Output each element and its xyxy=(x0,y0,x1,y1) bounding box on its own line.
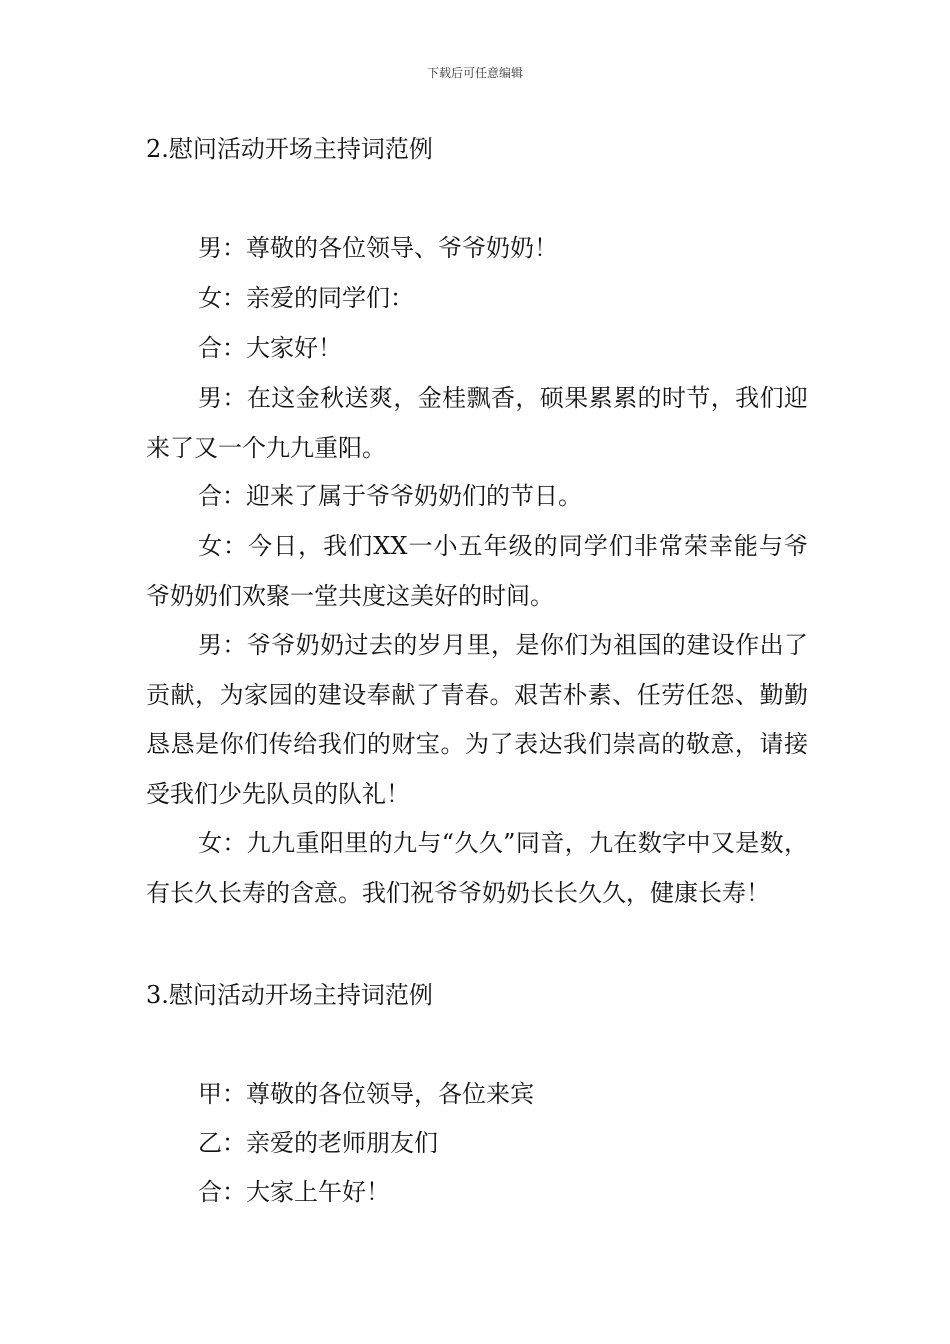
paragraph: 女：今日，我们XX一小五年级的同学们非常荣幸能与爷爷奶奶们欢聚一堂共度这美好的时间。 xyxy=(146,532,808,610)
paragraph: 女：亲爱的同学们： xyxy=(198,284,414,312)
paragraph: 男：在这金秋送爽，金桂飘香，硕果累累的时节，我们迎来了又一个九九重阳。 xyxy=(146,384,808,462)
section-heading: 2.慰问活动开场主持词范例 xyxy=(146,135,433,163)
section-heading: 3.慰问活动开场主持词范例 xyxy=(146,981,433,1009)
paragraph: 女：九九重阳里的九与“久久”同音，九在数字中又是数，有长久长寿的含意。我们祝爷爷奶奶长长久久，健康长寿！ xyxy=(146,829,808,907)
paragraph: 合：大家好！ xyxy=(198,334,342,362)
paragraph: 合：迎来了属于爷爷奶奶们的节日。 xyxy=(198,482,582,510)
paragraph: 男：爷爷奶奶过去的岁月里，是你们为祖国的建设作出了贡献，为家园的建设奉献了青春。艰苦朴素、任劳任怨、勤勤恳恳是你们传给我们的财宝。为了表达我们崇高的敬意，请接受我们少先队员的队礼！ xyxy=(146,631,808,808)
paragraph: 合：大家上午好！ xyxy=(198,1178,390,1206)
paragraph: 甲：尊敬的各位领导，各位来宾 xyxy=(198,1080,534,1108)
paragraph: 男：尊敬的各位领导、爷爷奶奶！ xyxy=(198,234,558,262)
paragraph: 乙：亲爱的老师朋友们 xyxy=(198,1129,438,1157)
page-header: 下载后可任意编辑 xyxy=(426,66,523,80)
